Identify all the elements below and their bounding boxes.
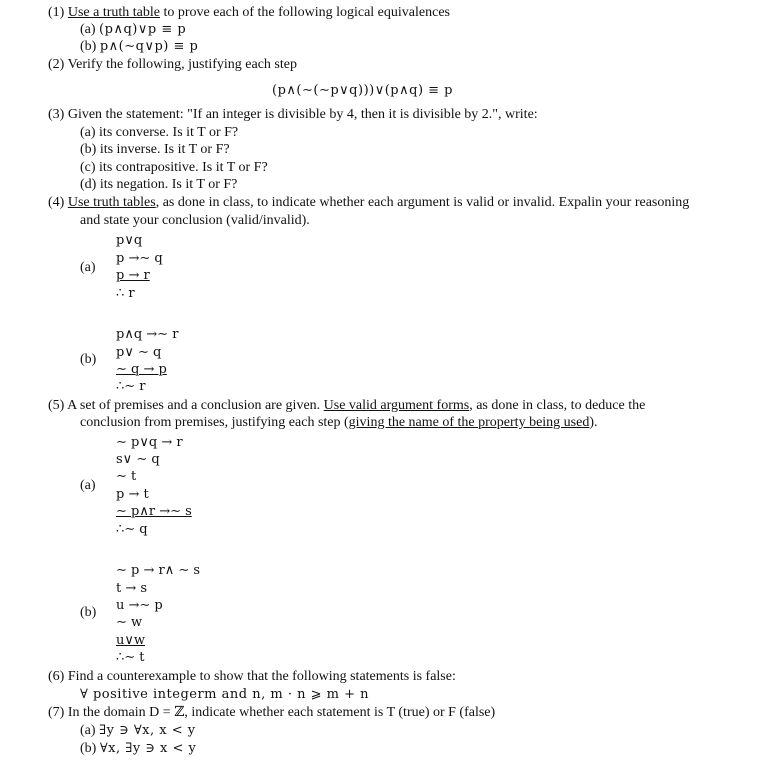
q1a-label: (a) xyxy=(80,22,96,37)
q7b-label: (b) xyxy=(80,741,97,756)
q5a-premise-2: s∨ ∼ q xyxy=(116,452,160,467)
q7a-expr: ∃y ∋ ∀x, x < y xyxy=(99,723,196,738)
q1-line xyxy=(48,4,450,21)
q5b-premise-5: u∨w xyxy=(116,633,146,648)
q5b-premise-2: t → s xyxy=(116,581,148,596)
q4a-premise-3: p → r xyxy=(116,268,150,283)
q4a-premise-2: p →∼ q xyxy=(116,251,163,266)
q3-text: Given the statement: "If an integer is divisible by 4, then it is divisible by 2.", write: xyxy=(67,107,538,122)
q3-line xyxy=(48,106,538,123)
q1b xyxy=(80,38,198,55)
q4-line xyxy=(48,194,689,211)
q3d xyxy=(80,176,237,193)
q4-line2: and state your conclusion (valid/invalid). xyxy=(80,213,310,228)
q2-number: (2) xyxy=(48,57,65,72)
q3a-text: its converse. Is it T or F? xyxy=(99,125,239,140)
q4b-premise-2: p∨ ∼ q xyxy=(116,345,162,360)
q5a-premise-4: p → t xyxy=(116,487,149,502)
q2-expr: (p∧(∼(∼p∨q)))∨(p∧q) ≡ p xyxy=(272,83,454,98)
q6-expr: ∀ positive integerm and n, m · n ⩾ m + n xyxy=(80,687,369,702)
q3-number: (3) xyxy=(48,107,65,122)
q6-number: (6) xyxy=(48,669,65,684)
q3c-text: its contrapositive. Is it T or F? xyxy=(99,160,268,175)
q3c xyxy=(80,159,268,176)
q7-line xyxy=(48,704,495,721)
q3d-label: (d) xyxy=(80,177,97,192)
q4a-label: (a) xyxy=(80,260,96,275)
q3b-text: its inverse. Is it T or F? xyxy=(99,142,230,157)
q7a-label: (a) xyxy=(80,723,96,738)
q1a xyxy=(80,21,186,38)
q5b-premise-4: ∼ w xyxy=(116,615,143,630)
q5a-premise-1: ∼ p∨q → r xyxy=(116,435,183,450)
q5-line xyxy=(48,397,645,414)
q1b-expr: p∧(∼q∨p) ≡ p xyxy=(99,39,199,54)
q3b xyxy=(80,141,230,158)
q5-line2-pre: conclusion from premises, justifying each step ( xyxy=(80,415,349,430)
q7-text: In the domain D = ℤ, indicate whether each statement is T (true) or F (false) xyxy=(67,705,496,720)
q4-underlined-text: Use truth tables xyxy=(67,195,156,210)
q4-number: (4) xyxy=(48,195,65,210)
q5-text-rest: , as done in class, to deduce the xyxy=(469,398,646,413)
q3d-text: its negation. Is it T or F? xyxy=(99,177,238,192)
q3a xyxy=(80,124,238,141)
q1a-expr: (p∧q)∨p ≡ p xyxy=(99,22,187,37)
q5a-label: (a) xyxy=(80,478,96,493)
q6-line xyxy=(48,668,456,685)
q5a-premise-3: ∼ t xyxy=(116,469,137,484)
q5a-premise-5: ∼ p∧r →∼ s xyxy=(116,504,192,519)
q1-text: to prove each of the following logical equivalences xyxy=(159,5,450,20)
q7a xyxy=(80,722,196,739)
q7b-expr: ∀x, ∃y ∋ x < y xyxy=(99,741,197,756)
q4b-label: (b) xyxy=(80,352,97,367)
q4a-conclusion: ∴ r xyxy=(116,286,135,301)
q2-line xyxy=(48,56,297,73)
q5-line2-underlined: giving the name of the property being used xyxy=(348,415,590,430)
q4b-conclusion: ∴∼ r xyxy=(116,379,146,394)
q5a-conclusion: ∴∼ q xyxy=(116,522,148,537)
q5-number: (5) xyxy=(48,398,65,413)
q4b-premise-3: ∼ q → p xyxy=(116,362,167,377)
q5b-premise-1: ∼ p → r∧ ∼ s xyxy=(116,563,201,578)
q3a-label: (a) xyxy=(80,125,96,140)
q1b-label: (b) xyxy=(80,39,97,54)
q4a-premise-1: p∨q xyxy=(116,233,143,248)
q2-text: Verify the following, justifying each step xyxy=(67,57,297,72)
q7-number: (7) xyxy=(48,705,65,720)
q3b-label: (b) xyxy=(80,142,97,157)
q5b-label: (b) xyxy=(80,605,97,620)
q4-text: , as done in class, to indicate whether each argument is valid or invalid. Expalin your reasoning xyxy=(155,195,690,210)
q6-text: Find a counterexample to show that the following statements is false: xyxy=(67,669,456,684)
q5-line2 xyxy=(80,414,598,431)
q5-line2-post: ). xyxy=(589,415,598,430)
q4b-premise-1: p∧q →∼ r xyxy=(116,327,179,342)
q5b-conclusion: ∴∼ t xyxy=(116,650,145,665)
q5-underlined-text: Use valid argument forms xyxy=(323,398,470,413)
q5b-premise-3: u →∼ p xyxy=(116,598,163,613)
q3c-label: (c) xyxy=(80,160,96,175)
q7b xyxy=(80,740,196,757)
q1-underlined-text: Use a truth table xyxy=(67,5,160,20)
q1-number: (1) xyxy=(48,5,65,20)
q5-text-pre: A set of premises and a conclusion are given. xyxy=(67,398,324,413)
